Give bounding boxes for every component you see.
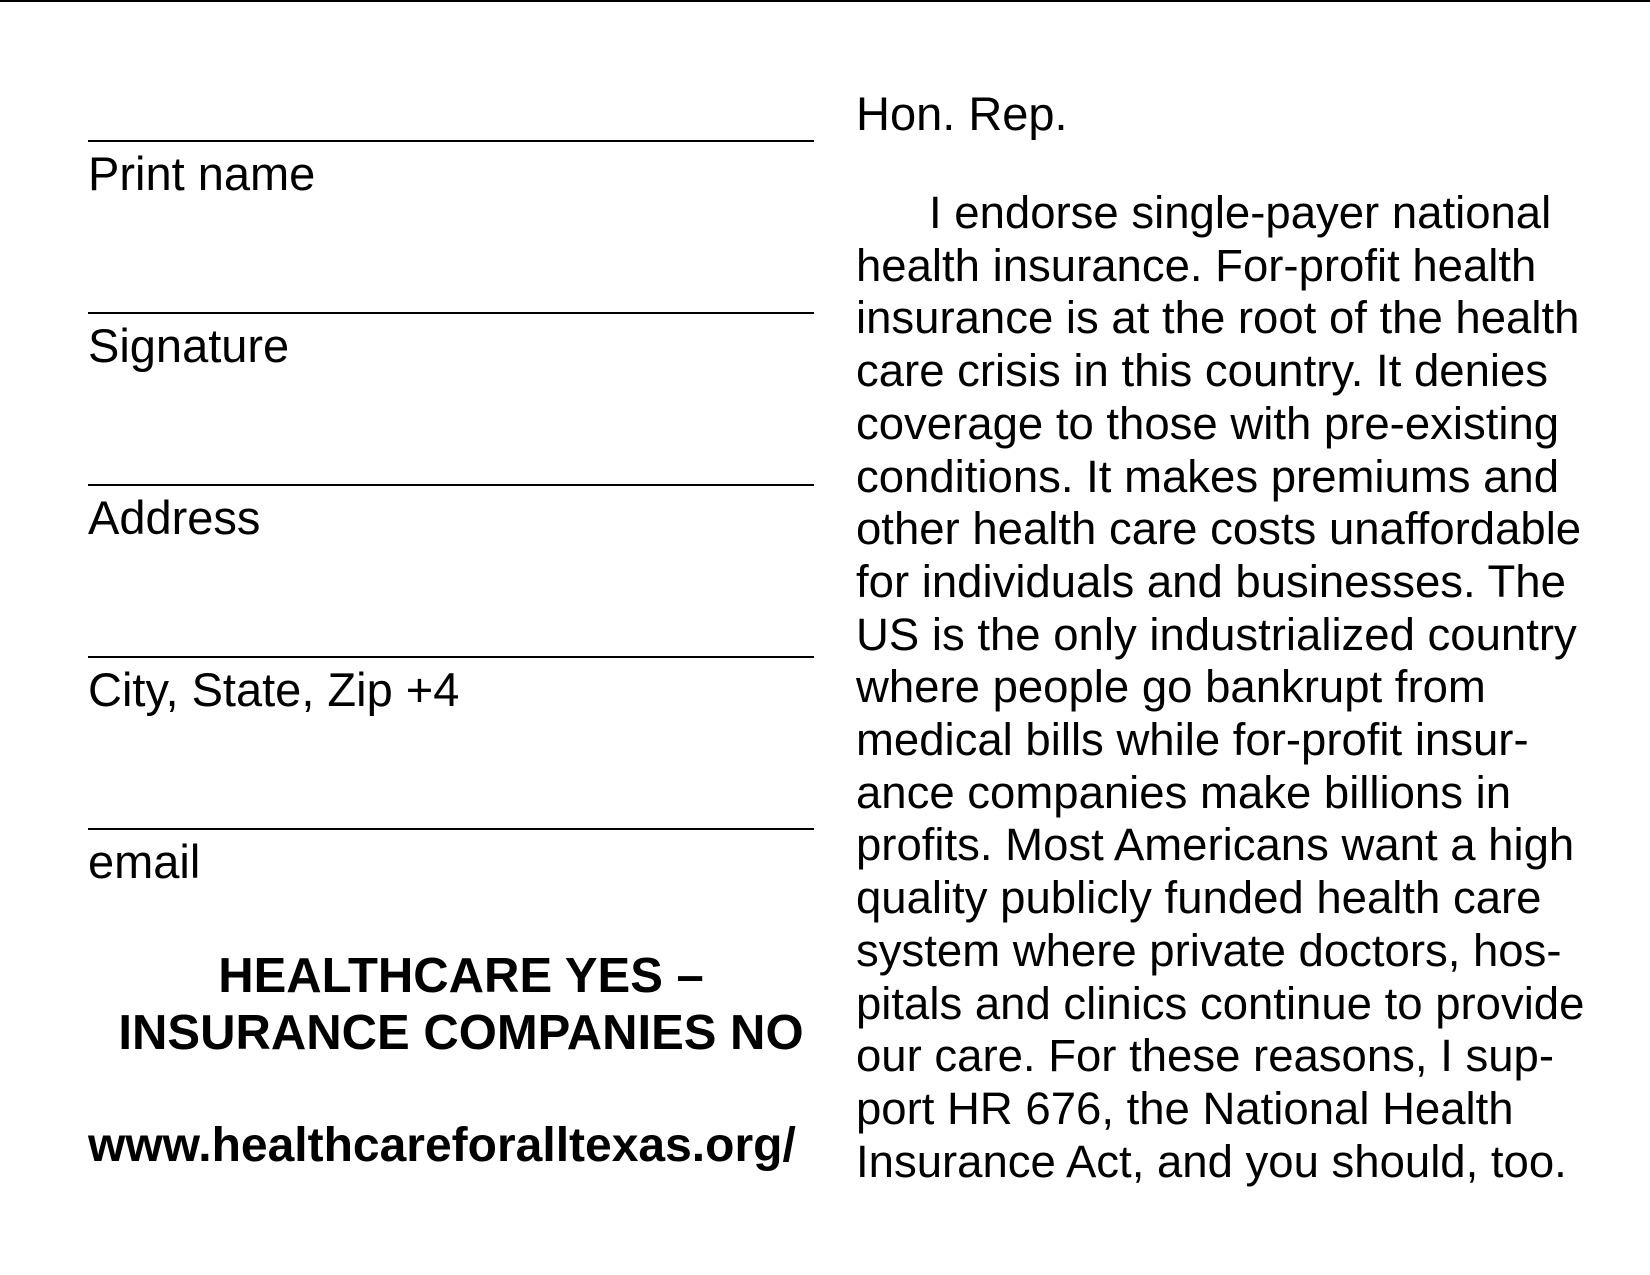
print-name-line[interactable] xyxy=(88,140,814,142)
letter-line: quality publicly funded health care xyxy=(856,872,1542,924)
letter-line: our care. For these reasons, I sup- xyxy=(856,1030,1554,1082)
email-label: email xyxy=(88,835,201,888)
email-field[interactable] xyxy=(88,828,814,890)
email-line[interactable] xyxy=(88,828,814,830)
letter-line: Insurance Act, and you should, too. xyxy=(856,1135,1567,1187)
letter-line: I endorse single-payer national xyxy=(929,187,1552,238)
letter-line: care crisis in this country. It denies xyxy=(856,345,1549,397)
address-label: Address xyxy=(88,491,261,544)
address-field[interactable] xyxy=(88,484,814,546)
letter-line: pitals and clinics continue to provide xyxy=(856,977,1585,1029)
letter-line: medical bills while for-profit insur- xyxy=(856,714,1529,766)
slogan xyxy=(88,948,834,1062)
address-line[interactable] xyxy=(88,484,814,486)
letter-body xyxy=(856,187,1636,1188)
letter-line: profits. Most Americans want a high xyxy=(856,819,1575,871)
letter-salutation: Hon. Rep. xyxy=(856,87,1068,140)
letter-line: US is the only industrialized country xyxy=(856,608,1577,660)
letter-line: insurance is at the root of the health xyxy=(856,292,1580,344)
letter-line: where people go bankrupt from xyxy=(856,661,1486,713)
signature-line[interactable] xyxy=(88,312,814,314)
letter-line: system where private doctors, hos- xyxy=(856,924,1562,976)
slogan-line-2: INSURANCE COMPANIES NO xyxy=(118,1006,804,1060)
slogan-line-1: HEALTHCARE YES – xyxy=(218,949,704,1003)
signature-field[interactable] xyxy=(88,312,814,374)
letter-line: for individuals and businesses. The xyxy=(856,555,1566,607)
website-url: www.healthcareforalltexas.org/ xyxy=(88,1119,796,1172)
top-border xyxy=(0,0,1650,2)
letter-line: conditions. It makes premiums and xyxy=(856,450,1560,502)
print-name-field[interactable] xyxy=(88,140,814,202)
letter-line: other health care costs unaffordable xyxy=(856,503,1582,555)
letter-line: coverage to those with pre-existing xyxy=(856,397,1560,449)
city-state-zip-line[interactable] xyxy=(88,656,814,658)
letter xyxy=(856,86,1636,1188)
signature-label: Signature xyxy=(88,319,290,372)
city-state-zip-label: City, State, Zip +4 xyxy=(88,663,460,716)
letter-line: ance companies make billions in xyxy=(856,766,1512,818)
print-name-label: Print name xyxy=(88,147,316,200)
city-state-zip-field[interactable] xyxy=(88,656,814,718)
letter-line: port HR 676, the National Health xyxy=(856,1082,1514,1134)
letter-line: health insurance. For-profit health xyxy=(856,239,1537,291)
